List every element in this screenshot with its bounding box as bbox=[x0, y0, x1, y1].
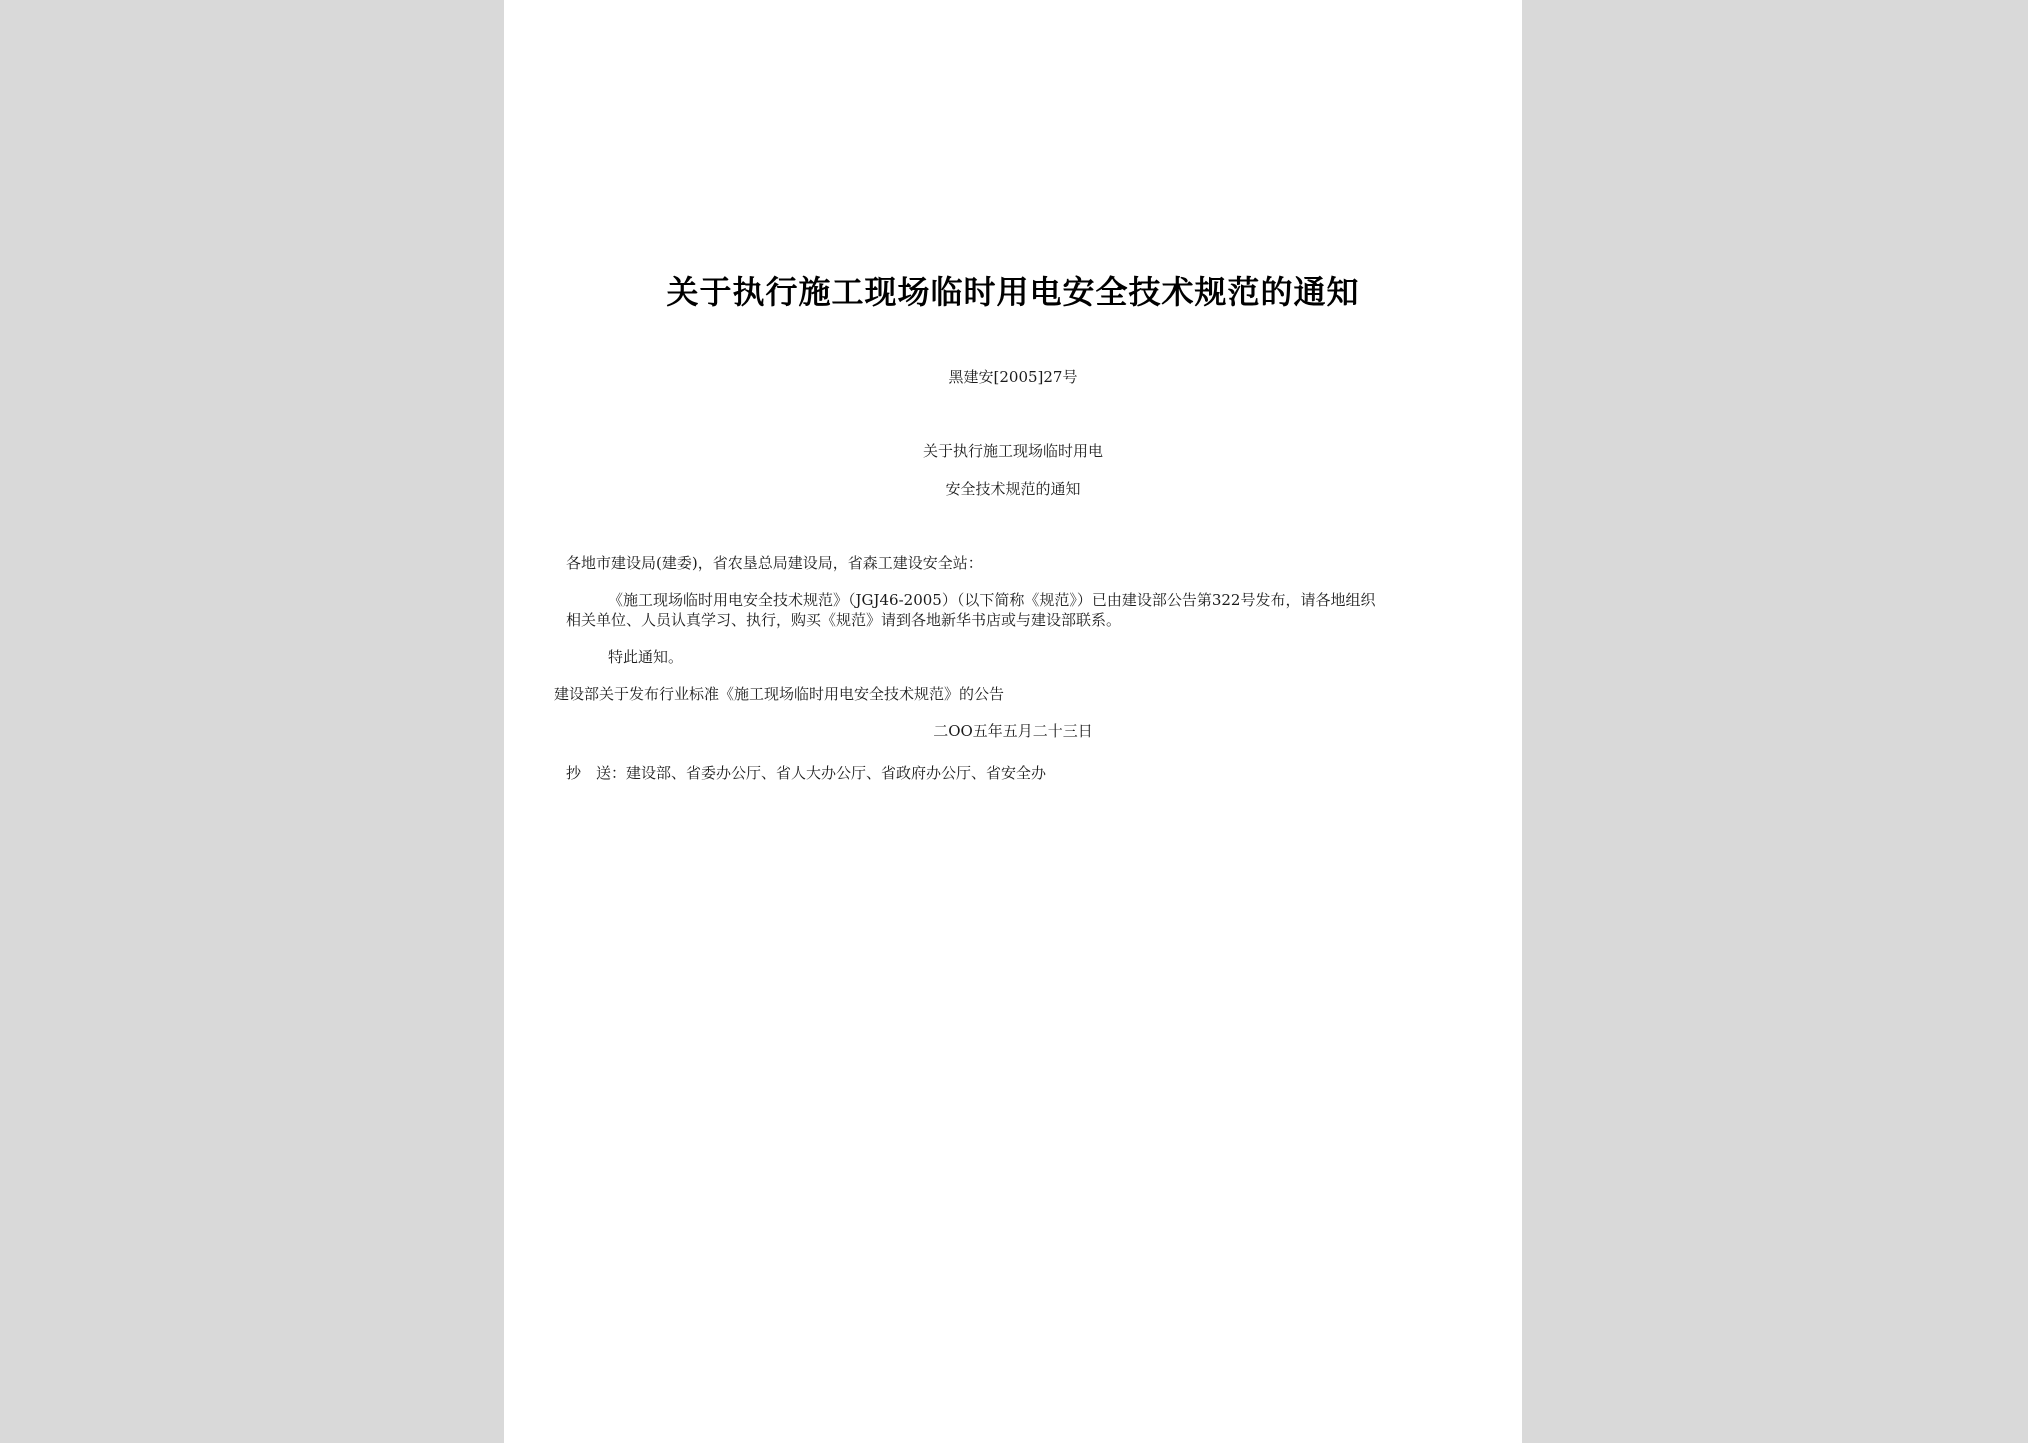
document-page bbox=[504, 0, 1522, 1443]
addressee: 各地市建设局(建委)，省农垦总局建设局，省森工建设安全站： bbox=[566, 554, 983, 572]
body-paragraph-line-2: 相关单位、人员认真学习、执行，购买《规范》请到各地新华书店或与建设部联系。 bbox=[566, 611, 1122, 629]
document-title: 关于执行施工现场临时用电安全技术规范的通知 bbox=[666, 273, 1360, 311]
subtitle-line-1: 关于执行施工现场临时用电 bbox=[922, 442, 1103, 460]
issue-date: 二OO五年五月二十三日 bbox=[933, 722, 1093, 740]
document-number: 黑建安[2005]27号 bbox=[948, 368, 1078, 386]
cc-recipients: 抄 送：建设部、省委办公厅、省人大办公厅、省政府办公厅、省安全办 bbox=[566, 764, 1047, 782]
subtitle-line-2: 安全技术规范的通知 bbox=[945, 480, 1081, 498]
closing-notice: 特此通知。 bbox=[608, 648, 684, 666]
body-paragraph-line-1: 《施工现场临时用电安全技术规范》（JGJ46-2005）（以下简称《规范》）已由建设部公告第322号发布，请各地组织 bbox=[608, 591, 1376, 609]
announcement-reference: 建设部关于发布行业标准《施工现场临时用电安全技术规范》的公告 bbox=[554, 685, 1005, 703]
